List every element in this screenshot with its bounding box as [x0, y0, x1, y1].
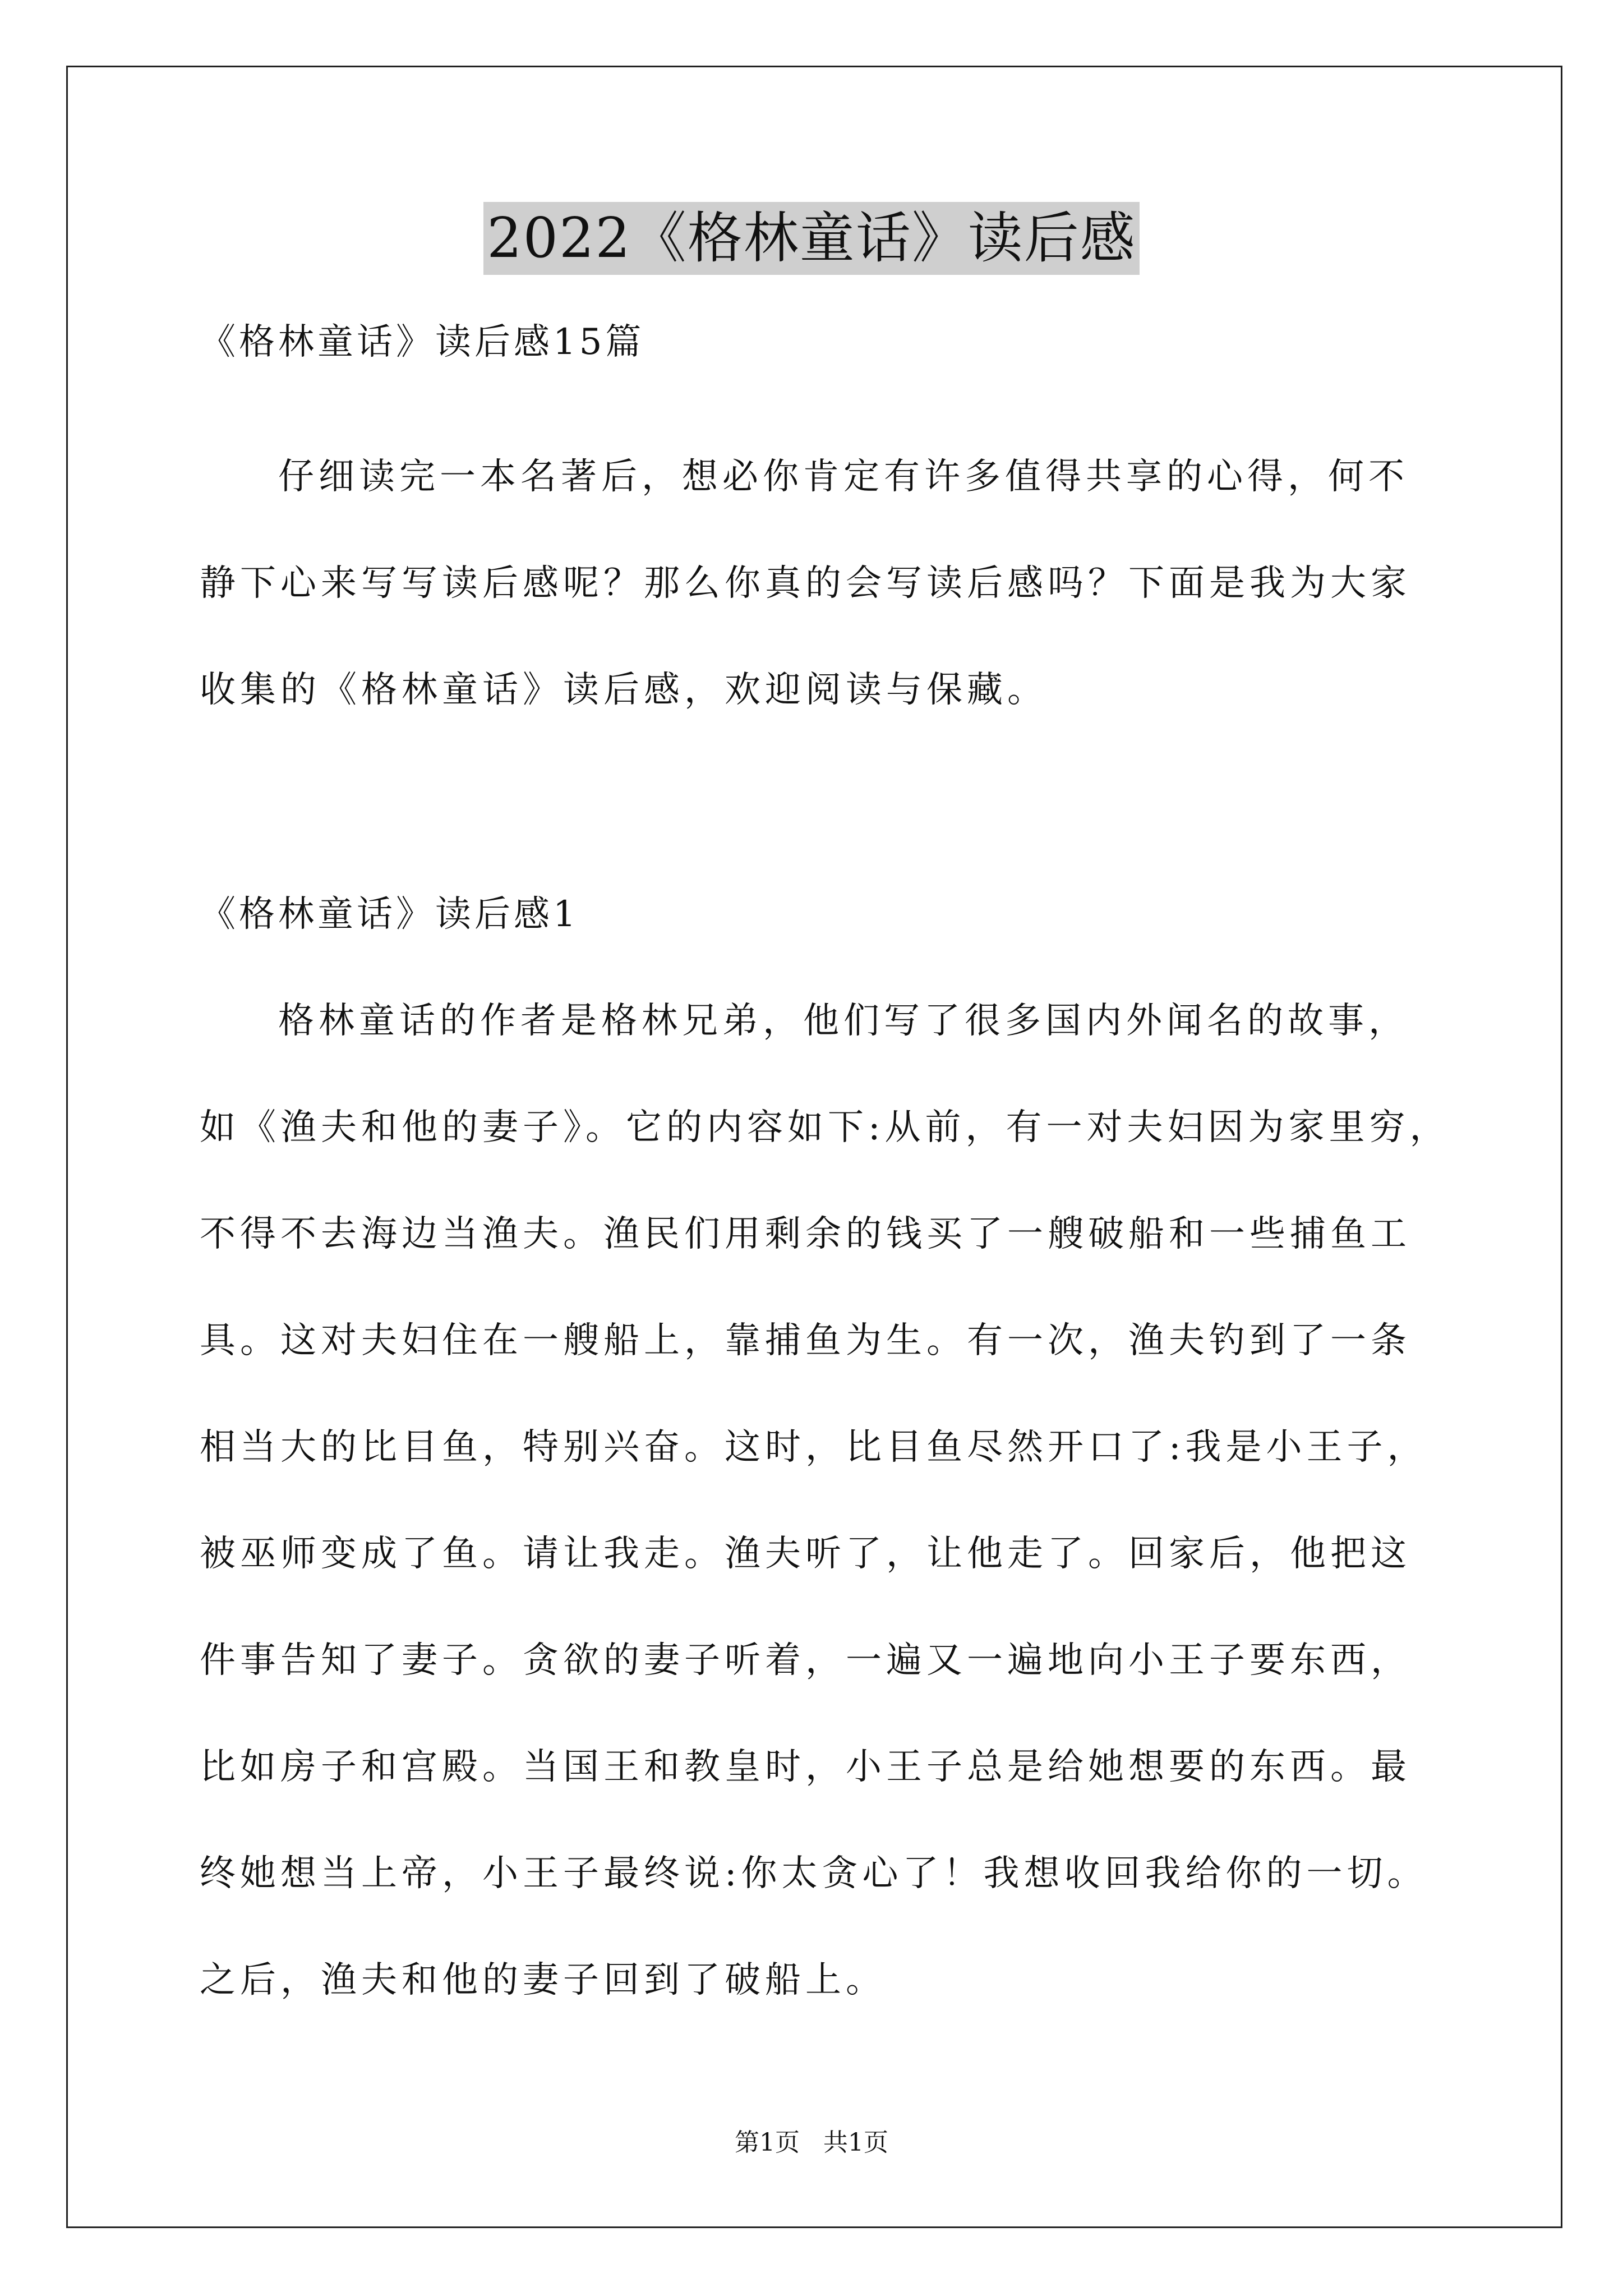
document-title: 2022《格林童话》读后感 — [483, 202, 1139, 275]
paragraph-line: 不得不去海边当渔夫。渔民们用剩余的钱买了一艘破船和一些捕鱼工 — [200, 1213, 1411, 1255]
paragraph-line: 相当大的比目鱼，特别兴奋。这时，比目鱼尽然开口了:我是小王子， — [200, 1427, 1428, 1468]
paragraph-line: 如《渔夫和他的妻子》。它的内容如下:从前，有一对夫妇因为家里穷， — [200, 1107, 1450, 1148]
document-subtitle: 《格林童话》读后感15篇 — [200, 321, 645, 363]
paragraph-line: 比如房子和宫殿。当国王和教皇时，小王子总是给她想要的东西。最 — [200, 1746, 1411, 1788]
title-container — [0, 202, 1623, 275]
page-footer: 第1页 共1页 — [735, 2128, 888, 2157]
paragraph-line: 收集的《格林童话》读后感，欢迎阅读与保藏。 — [200, 669, 1048, 711]
paragraph-line: 仔细读完一本名著后，想必你肯定有许多值得共享的心得，何不 — [278, 456, 1409, 498]
paragraph-line: 之后，渔夫和他的妻子回到了破船上。 — [200, 1959, 886, 2001]
paragraph-line: 被巫师变成了鱼。请让我走。渔夫听了，让他走了。回家后，他把这 — [200, 1533, 1411, 1575]
paragraph-line: 格林童话的作者是格林兄弟，他们写了很多国内外闻名的故事， — [278, 1000, 1409, 1042]
paragraph-line: 件事告知了妻子。贪欲的妻子听着，一遍又一遍地向小王子要东西， — [200, 1640, 1411, 1681]
paragraph-line: 静下心来写写读后感呢？那么你真的会写读后感吗？下面是我为大家 — [200, 563, 1411, 604]
paragraph-line: 具。这对夫妇住在一艘船上，靠捕鱼为生。有一次，渔夫钓到了一条 — [200, 1320, 1411, 1361]
intro-paragraph — [200, 449, 1433, 769]
section-heading: 《格林童话》读后感1 — [200, 894, 579, 935]
paragraph-line: 终她想当上帝，小王子最终说:你太贪心了！我想收回我给你的一切。 — [200, 1853, 1428, 1894]
body-paragraph — [200, 993, 1450, 2059]
